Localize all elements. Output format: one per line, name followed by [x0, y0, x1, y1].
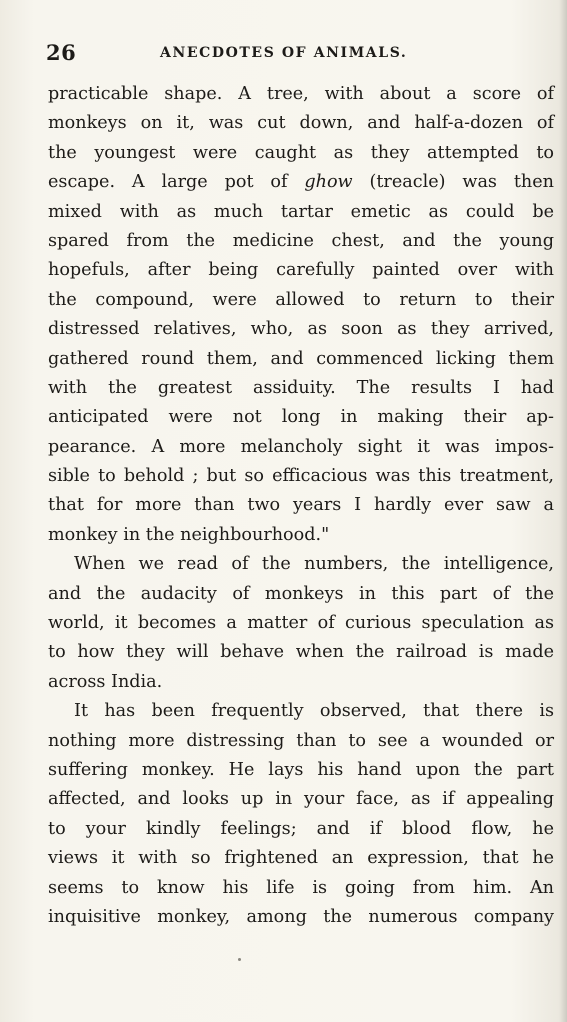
text-line: spared from the medicine chest, and the young — [48, 230, 554, 251]
text-fragment: (treacle) was then — [352, 172, 554, 193]
body-text — [48, 80, 554, 932]
text-line: monkeys on it, was cut down, and half-a-dozen of — [48, 113, 554, 134]
running-title: ANECDOTES OF ANIMALS. — [160, 45, 408, 61]
text-line: distressed relatives, who, as soon as they arrived, — [48, 319, 554, 340]
text-line: pearance. A more melancholy sight it was impos- — [48, 436, 554, 457]
text-line: affected, and looks up in your face, as if appealing — [48, 789, 554, 810]
print-speck — [238, 958, 241, 961]
text-line: monkey in the neighbourhood." — [48, 524, 330, 545]
text-line: gathered round them, and commenced licking them — [48, 348, 554, 369]
text-line: When we read of the numbers, the intelligence, — [74, 554, 554, 575]
text-line: and the audacity of monkeys in this part of the — [48, 583, 554, 604]
paragraph-1 — [48, 80, 554, 550]
text-line: It has been frequently observed, that there is — [74, 701, 554, 722]
text-line: inquisitive monkey, among the numerous company — [48, 906, 554, 927]
text-line: the compound, were allowed to return to their — [48, 289, 554, 310]
text-line: world, it becomes a matter of curious speculation as — [48, 613, 554, 634]
paragraph-3 — [48, 697, 554, 932]
text-line: the youngest were caught as they attempted to — [48, 142, 554, 163]
text-line — [48, 168, 554, 197]
text-line: with the greatest assiduity. The results I had — [48, 377, 554, 398]
page-number: 26 — [46, 40, 77, 65]
text-line: hopefuls, after being carefully painted over with — [48, 260, 554, 281]
page-edge-shadow — [559, 0, 567, 1022]
text-line: across India. — [48, 671, 163, 692]
text-line: nothing more distressing than to see a wounded or — [48, 730, 554, 751]
text-line: suffering monkey. He lays his hand upon the part — [48, 759, 554, 780]
paragraph-2 — [48, 550, 554, 697]
text-fragment: escape. A large pot of — [48, 172, 305, 193]
text-line: seems to know his life is going from him. An — [48, 877, 554, 898]
text-line: sible to behold ; but so efficacious was this treatment, — [48, 466, 554, 487]
running-header — [46, 40, 552, 70]
italic-word: ghow — [304, 172, 353, 193]
text-line: that for more than two years I hardly ever saw a — [48, 495, 554, 516]
text-line: to your kindly feelings; and if blood flow, he — [48, 818, 554, 839]
text-line: anticipated were not long in making their ap- — [48, 407, 554, 428]
text-line: to how they will behave when the railroad is made — [48, 642, 554, 663]
text-line: views it with so frightened an expression, that he — [48, 848, 554, 869]
text-line: practicable shape. A tree, with about a score of — [48, 84, 554, 104]
text-line: mixed with as much tartar emetic as could be — [48, 201, 554, 222]
